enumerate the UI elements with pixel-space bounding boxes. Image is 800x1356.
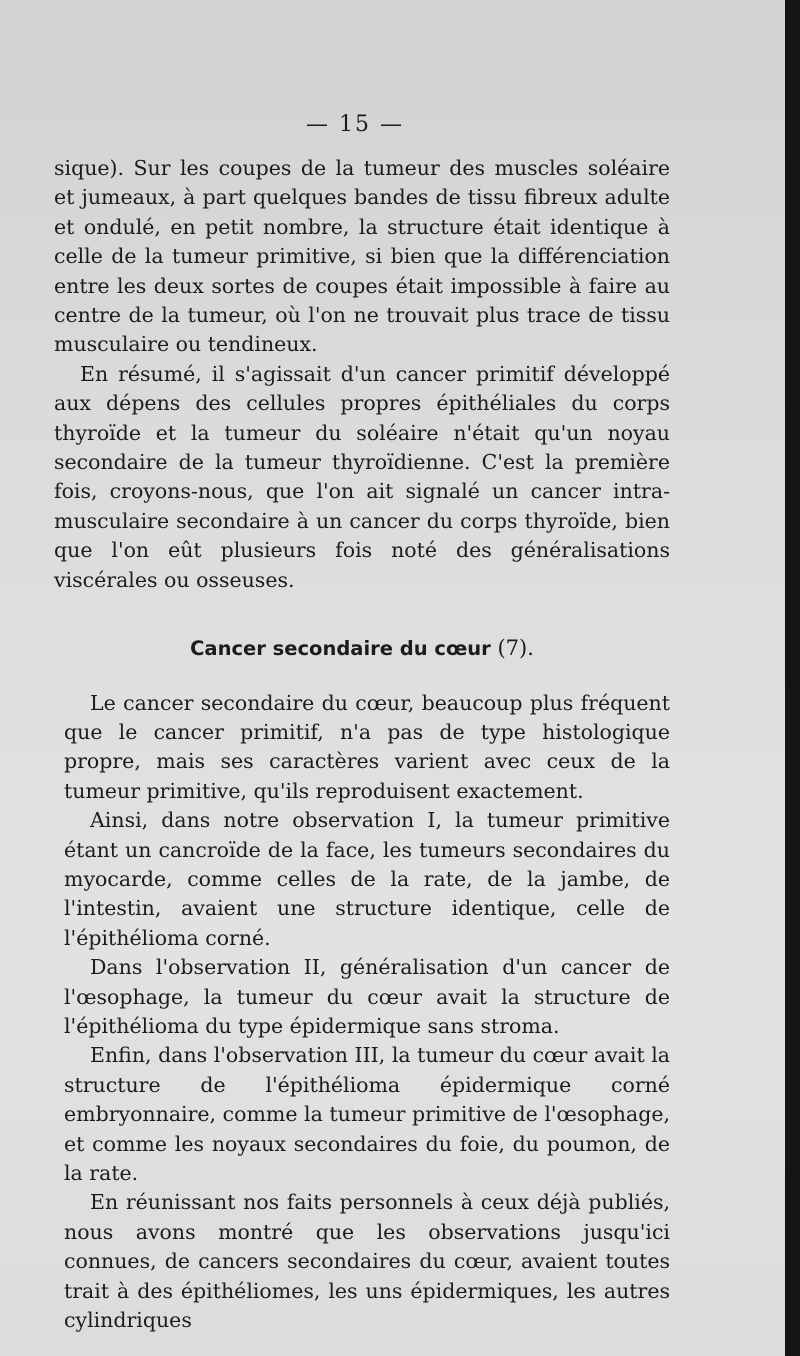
- page-number: — 15 —: [306, 112, 404, 137]
- section-heading-reference: (7).: [490, 636, 534, 661]
- section-paragraph-5: En réunissant nos faits personnels à ceux déjà publiés, nous avons montré que les observations jusqu'ici connues, de cancers secondaires du cœur, avaient toutes trait à des épithéliomes, les uns épidermiques, les autres cylindriques: [64, 1190, 670, 1333]
- section-heading: [54, 634, 670, 663]
- section-paragraph-2: Ainsi, dans notre observation I, la tumeur primitive étant un cancroïde de la face, les tumeurs secondaires du myocarde, comme celles de la rate, de la jambe, de l'intestin, avaient une structure identique, celle de l'épithélioma corné.: [64, 808, 670, 950]
- page-edge-shadow: [785, 0, 800, 1356]
- section-body: [64, 689, 670, 1336]
- body-text: [54, 154, 670, 1335]
- section-paragraph-3: Dans l'observation II, généralisation d'un cancer de l'œsophage, la tumeur du cœur avait la structure de l'épithélioma du type épidermique sans stroma.: [64, 955, 670, 1038]
- section-paragraph-1: Le cancer secondaire du cœur, beaucoup plus fréquent que le cancer primitif, n'a pas de type histologique propre, mais ses caractères varient avec ceux de la tumeur primitive, qu'ils reproduisent exactement.: [64, 690, 670, 803]
- paragraph-1: sique). Sur les coupes de la tumeur des muscles soléaire et jumeaux, à part quelques bandes de tissu fibreux adulte et ondulé, en petit nombre, la structure était identique à celle de la tumeur primitive, si bien que la différenciation entre les deux sortes de coupes était impossible à faire au centre de la tumeur, où l'on ne trouvait plus trace de tissu musculaire ou tendineux.: [54, 156, 670, 357]
- section-paragraph-4: Enfin, dans l'observation III, la tumeur du cœur avait la structure de l'épithélioma épidermique corné embryonnaire, comme la tumeur primitive de l'œsophage, et comme les noyaux secondaires du foie, du poumon, de la rate.: [64, 1043, 670, 1185]
- paragraph-2: En résumé, il s'agissait d'un cancer primitif développé aux dépens des cellules propres épithéliales du corps thyroïde et la tumeur du soléaire n'était qu'un noyau secondaire de la tumeur thyroïdienne. C'est la première fois, croyons-nous, que l'on ait signalé un cancer intra-musculaire secondaire à un cancer du corps thyroïde, bien que l'on eût plusieurs fois noté des généralisations viscérales ou osseuses.: [54, 361, 670, 592]
- section-heading-title: Cancer secondaire du cœur: [190, 637, 491, 661]
